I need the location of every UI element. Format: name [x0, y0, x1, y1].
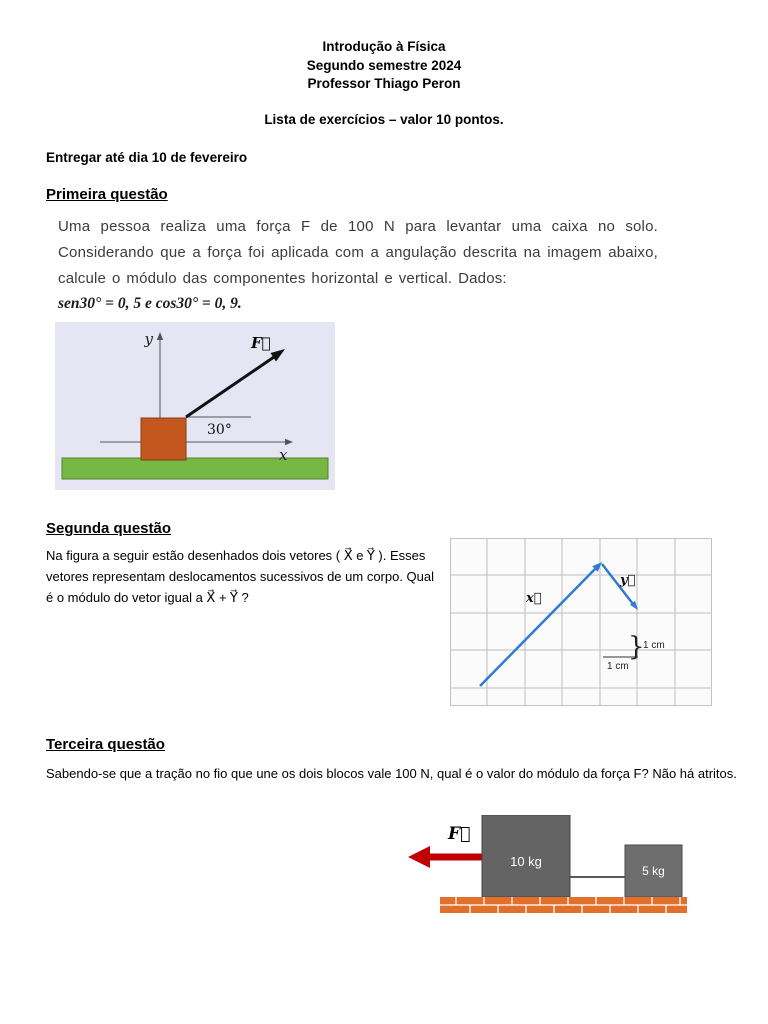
force-diagram-svg: [55, 322, 335, 490]
crate-box: [141, 418, 186, 460]
vertical-scale-label: 1 cm: [643, 640, 665, 651]
question3-heading: Terceira questão: [46, 736, 165, 753]
vector-x-label: x⃗: [526, 591, 542, 606]
doc-semester: Segundo semestre 2024: [306, 57, 462, 73]
force-arrow-head-icon: [408, 846, 430, 868]
angle-label: 30°: [207, 422, 232, 438]
question1-body: Uma pessoa realiza uma força F de 100 N para levantar uma caixa no solo. Considerando que a força foi aplicada com a angulação descrita na imagem abaixo, calcule o módulo das componentes horizontal e vertical. Dados:: [58, 218, 658, 287]
doc-title: Introdução à Física: [322, 39, 446, 54]
scale-brace: }: [628, 632, 645, 662]
list-title: Lista de exercícios – valor 10 pontos.: [264, 112, 504, 127]
question2-heading: Segunda questão: [46, 520, 172, 537]
question3-body: Sabendo-se que a tração no fio que une os dois blocos vale 100 N, qual é o valor do módulo da força F? Não há atritos.: [46, 766, 737, 781]
vector-grid-svg: [450, 538, 712, 706]
question1-math-line: sen30° = 0, 5 e cos30° = 0, 9.: [58, 295, 242, 312]
deadline-note: Entregar até dia 10 de fevereiro: [46, 150, 248, 165]
question3-figure: [400, 815, 700, 920]
ground-strip: [62, 458, 328, 479]
force-vector-label: F⃗: [448, 824, 471, 844]
horizontal-scale-label: 1 cm: [607, 661, 629, 672]
doc-professor: Professor Thiago Peron: [307, 76, 461, 91]
question2-body: Na figura a seguir estão desenhados dois vetores ( X⃗ e Y⃗ ). Esses vetores representam deslocamentos sucessivos de um corpo. Qual é o módulo do vetor igual a X⃗ + Y⃗ ?: [46, 548, 435, 605]
x-axis-label: x: [279, 446, 288, 464]
block-10kg-label: 10 kg: [510, 854, 542, 869]
force-vector-label: F⃗: [251, 334, 271, 352]
y-axis-label: y: [144, 330, 153, 348]
question1-figure: [55, 322, 335, 495]
doc-header: [0, 38, 768, 94]
grid-background: [451, 539, 712, 706]
block-5kg-label: 5 kg: [642, 864, 665, 878]
vector-y-label: y⃗: [620, 573, 636, 588]
blocks-diagram-svg: [400, 815, 700, 915]
question1-text-block: [58, 214, 658, 313]
question1-heading: Primeira questão: [46, 186, 168, 203]
question2-figure: [450, 538, 712, 711]
